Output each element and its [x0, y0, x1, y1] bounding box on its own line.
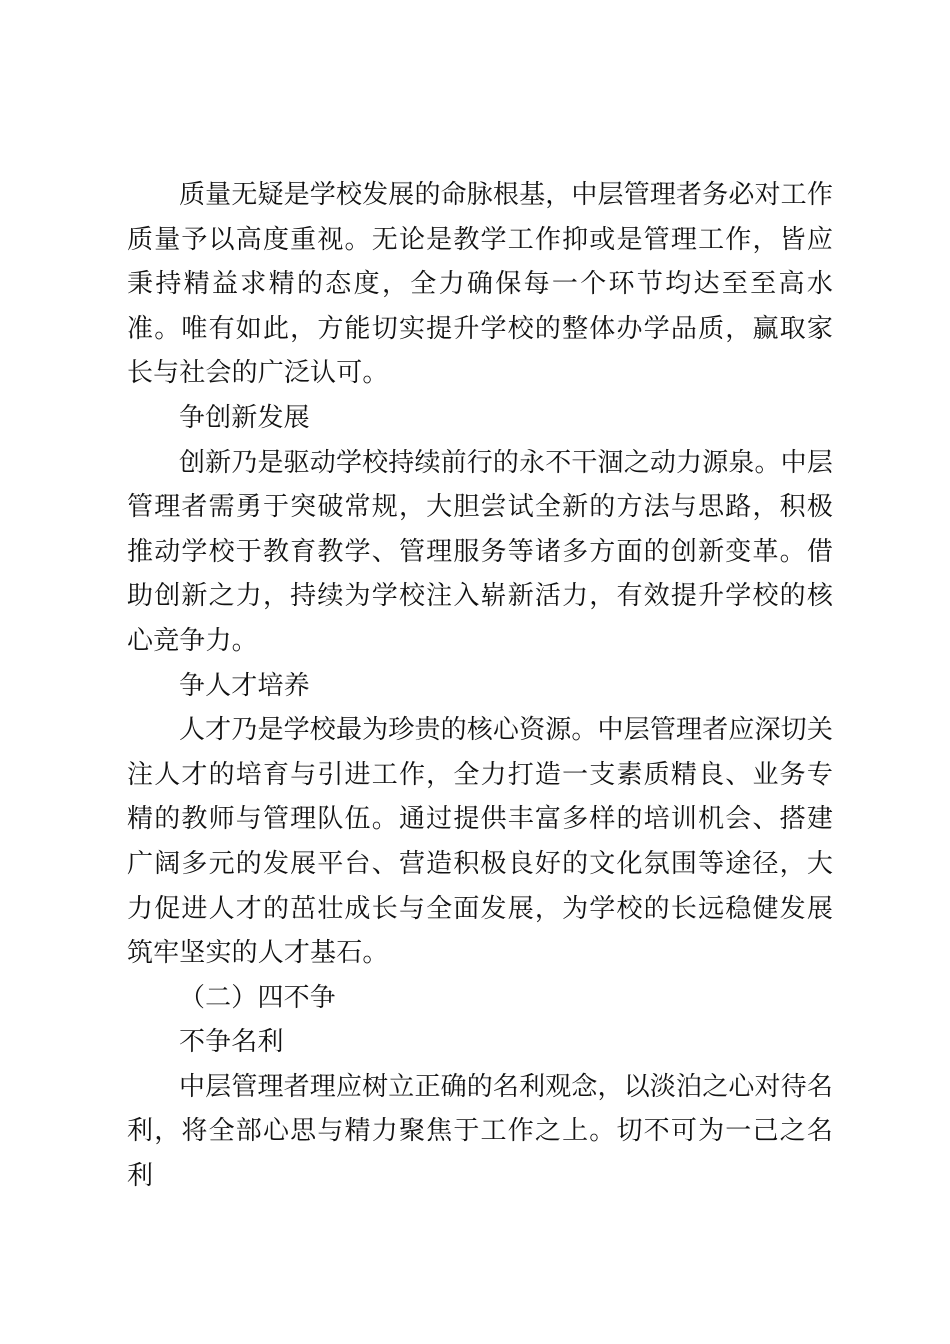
paragraph-talent: 人才乃是学校最为珍贵的核心资源。中层管理者应深切关注人才的培育与引进工作，全力打造一支素质精良、业务专精的教师与管理队伍。通过提供丰富多样的培训机会、搭建广阔多元的发展平台、营造积极良好的文化氛围等途径，大力促进人才的茁壮成长与全面发展，为学校的长远稳健发展筑牢坚实的人才基石。: [127, 715, 833, 969]
heading-talent: 争人才培养: [179, 670, 310, 701]
document-body: [127, 173, 833, 1199]
paragraph-not-compete-fame: 中层管理者理应树立正确的名利观念，以淡泊之心对待名利，将全部心思与精力聚焦于工作之上。切不可为一己之名利: [127, 1071, 833, 1192]
heading-innovation: 争创新发展: [179, 402, 310, 433]
heading-four-not-compete: （二）四不争: [179, 982, 336, 1013]
paragraph-innovation: 创新乃是驱动学校持续前行的永不干涸之动力源泉。中层管理者需勇于突破常规，大胆尝试全新的方法与思路，积极推动学校于教育教学、管理服务等诸多方面的创新变革。借助创新之力，持续为学校注入崭新活力，有效提升学校的核心竞争力。: [127, 447, 833, 656]
heading-not-compete-fame: 不争名利: [179, 1027, 284, 1058]
paragraph-quality: 质量无疑是学校发展的命脉根基，中层管理者务必对工作质量予以高度重视。无论是教学工作抑或是管理工作，皆应秉持精益求精的态度，全力确保每一个环节均达至至高水准。唯有如此，方能切实提升学校的整体办学品质，赢取家长与社会的广泛认可。: [127, 180, 833, 389]
